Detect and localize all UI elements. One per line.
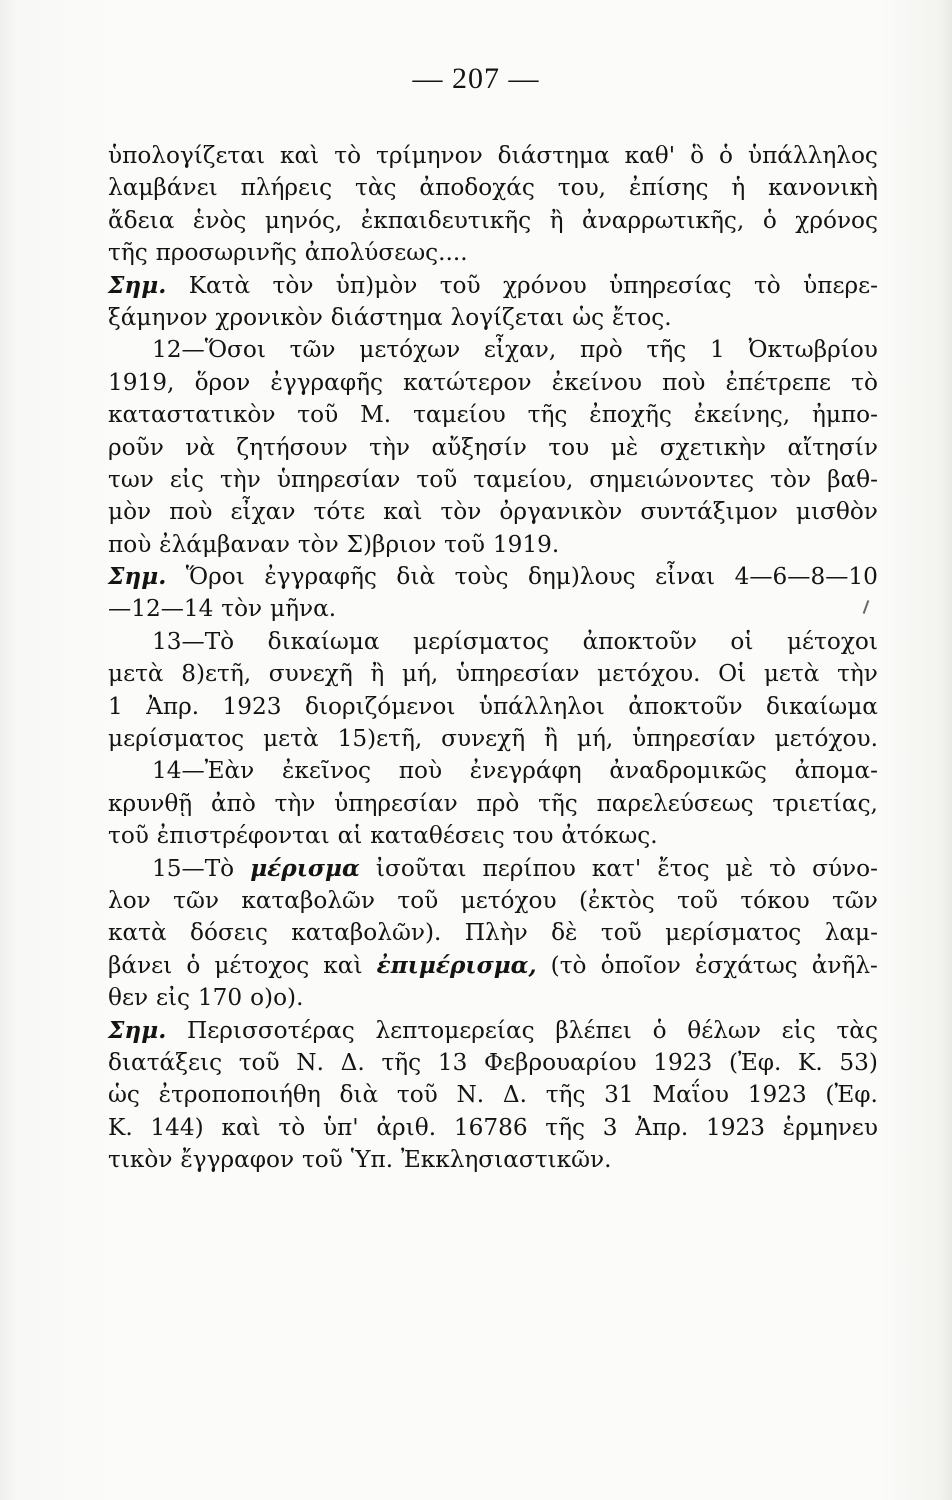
- text-line: των εἰς τὴν ὑπηρεσίαν τοῦ ταμείου, σημειώνοντες τὸν βαθ-: [108, 465, 878, 493]
- text-line: μερίσματος μετὰ 15)ετῆ, συνεχῆ ἢ μή, ὑπηρεσίαν μετόχου.: [108, 725, 878, 753]
- text-line: μὸν ποὺ εἶχαν τότε καὶ τὸν ὀργανικὸν συντάξιμον μισθὸν: [108, 498, 878, 526]
- text-line: 13—Τὸ δικαίωμα μερίσματος ἀποκτοῦν οἱ μέτοχοι: [152, 627, 878, 655]
- text-line: κρυνθῇ ἀπὸ τὴν ὑπηρεσίαν πρὸ τῆς παρελεύσεως τριετίας,: [108, 789, 878, 817]
- text-line: μετὰ 8)ετῆ, συνεχῆ ἢ μή, ὑπηρεσίαν μετόχου. Οἱ μετὰ τὴν: [108, 660, 878, 688]
- text-line: λον τῶν καταβολῶν τοῦ μετόχου (ἐκτὸς τοῦ τόκου τῶν: [108, 886, 878, 914]
- text-line: Κ. 144) καὶ τὸ ὑπ' ἀριθ. 16786 τῆς 3 Ἀπρ. 1923 ἑρμηνευ: [108, 1113, 878, 1141]
- page-number: — 207 —: [412, 62, 540, 95]
- text-line: Σημ. Περισσοτέρας λεπτομερείας βλέπει ὁ θέλων εἰς τὰς: [108, 1016, 878, 1044]
- text-line: ροῦν νὰ ζητήσουν τὴν αὔξησίν του μὲ σχετικὴν αἴτησίν: [108, 433, 878, 461]
- text-line: διατάξεις τοῦ Ν. Δ. τῆς 13 Φεβρουαρίου 1923 (Ἐφ. Κ. 53): [108, 1048, 878, 1076]
- text-line: ὡς ἐτροποποιήθη διὰ τοῦ Ν. Δ. τῆς 31 Μαΐου 1923 (Ἐφ.: [108, 1081, 878, 1109]
- text-line: ξάμηνον χρονικὸν διάστημα λογίζεται ὡς ἔτος.: [108, 303, 672, 331]
- text-line: 14—Ἐὰν ἐκεῖνος ποὺ ἐνεγράφη ἀναδρομικῶς ἀπομα-: [152, 757, 878, 785]
- text-line: θεν εἰς 170 ο)ο).: [108, 984, 304, 1012]
- text-line: τικὸν ἔγγραφον τοῦ Ὑπ. Ἐκκλησιαστικῶν.: [108, 1146, 612, 1174]
- text-line: τοῦ ἐπιστρέφονται αἱ καταθέσεις του ἀτόκως.: [108, 822, 658, 850]
- text-line: 15—Τὸ μέρισμα ἰσοῦται περίπου κατ' ἔτος μὲ τὸ σύνο-: [152, 854, 878, 882]
- text-line: Σημ. Ὅροι ἐγγραφῆς διὰ τοὺς δημ)λους εἶναι 4—6—8—10: [108, 563, 878, 591]
- text-line: ὑπολογίζεται καὶ τὸ τρίμηνον διάστημα καθ' ὃ ὁ ὑπάλληλος: [108, 142, 878, 169]
- text-line: βάνει ὁ μέτοχος καὶ ἐπιμέρισμα, (τὸ ὁποῖον ἐσχάτως ἀνῆλ-: [108, 951, 878, 979]
- text-line: λαμβάνει πλήρεις τὰς ἀποδοχάς του, ἐπίσης ἡ κανονικὴ: [108, 174, 878, 202]
- text-line: καταστατικὸν τοῦ Μ. ταμείου τῆς ἐποχῆς ἐκείνης, ἠμπο-: [108, 401, 878, 429]
- text-line: Σημ. Κατὰ τὸν ὑπ)μὸν τοῦ χρόνου ὑπηρεσίας τὸ ὑπερε-: [108, 271, 878, 299]
- text-line: κατὰ δόσεις καταβολῶν). Πλὴν δὲ τοῦ μερίσματος λαμ-: [108, 919, 878, 947]
- text-line: ἄδεια ἑνὸς μηνός, ἐκπαιδευτικῆς ἢ ἀναρρωτικῆς, ὁ χρόνος: [108, 206, 878, 234]
- text-line: 1 Ἀπρ. 1923 διοριζόμενοι ὑπάλληλοι ἀποκτοῦν δικαίωμα: [108, 692, 878, 720]
- text-line: 12—Ὅσοι τῶν μετόχων εἶχαν, πρὸ τῆς 1 Ὀκτωβρίου: [152, 336, 878, 364]
- text-line: —12—14 τὸν μῆνα.: [108, 595, 337, 623]
- text-line: ποὺ ἐλάμβαναν τὸν Σ)βριον τοῦ 1919.: [108, 530, 560, 558]
- text-line: 1919, ὅρον ἐγγραφῆς κατώτερον ἐκείνου ποὺ ἐπέτρεπε τὸ: [108, 368, 878, 396]
- text-line: τῆς προσωρινῆς ἀπολύσεως....: [108, 239, 468, 267]
- body-text: [108, 140, 878, 1177]
